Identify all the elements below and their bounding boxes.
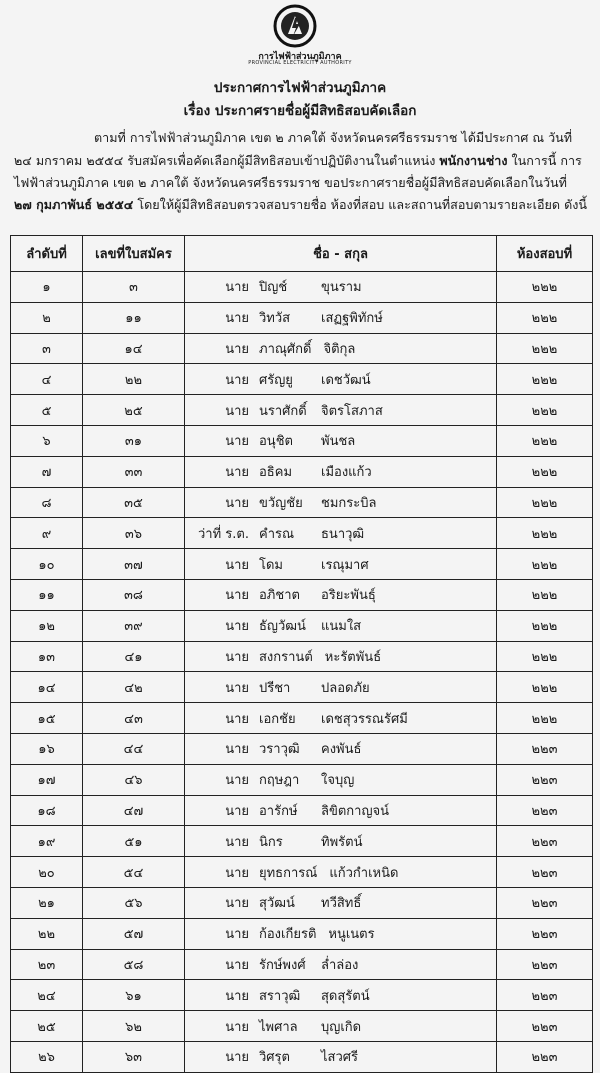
first-name: วิทวัส: [259, 311, 291, 327]
table-row: [11, 918, 593, 949]
row-exam-room: ๒๒๒: [497, 425, 593, 456]
row-application-number: ๔๑: [83, 641, 185, 672]
table-row: [11, 641, 593, 672]
last-name: เดชสุวรรณรัศมี: [321, 711, 408, 727]
last-name: ล่ำล่อง: [321, 957, 359, 973]
row-order: ๑๕: [11, 703, 83, 734]
row-order: ๒๒: [11, 918, 83, 949]
row-exam-room: ๒๒๒: [497, 333, 593, 364]
name-prefix: นาย: [225, 834, 249, 850]
row-full-name: [185, 672, 497, 703]
last-name: เรณุมาศ: [321, 557, 369, 573]
row-application-number: ๕๔: [83, 857, 185, 888]
row-full-name: [185, 579, 497, 610]
row-full-name: [185, 425, 497, 456]
name-prefix: นาย: [225, 680, 249, 696]
row-full-name: [185, 918, 497, 949]
last-name: ปลอดภัย: [321, 680, 370, 696]
name-prefix: นาย: [225, 1050, 249, 1066]
row-application-number: ๖๓: [83, 1041, 185, 1072]
header-application-number: เลขที่ใบสมัคร: [83, 236, 185, 272]
row-full-name: [185, 703, 497, 734]
last-name: บุญเกิด: [321, 1019, 362, 1035]
table-row: [11, 672, 593, 703]
row-full-name: [185, 980, 497, 1011]
row-full-name: [185, 733, 497, 764]
row-exam-room: ๒๒๓: [497, 1041, 593, 1072]
body-line-2-tail: ในการนี้ การ: [507, 153, 582, 168]
body-line-3: ไฟฟ้าส่วนภูมิภาค เขต ๒ ภาคใต้ จังหวัดนครศรีธรรมราช ขอประกาศรายชื่อผู้มีสิทธิสอบคัดเลือกในวันที่: [14, 175, 567, 190]
row-exam-room: ๒๒๓: [497, 795, 593, 826]
row-exam-room: ๒๒๓: [497, 918, 593, 949]
name-prefix: นาย: [225, 465, 249, 481]
row-application-number: ๔๒: [83, 672, 185, 703]
row-full-name: [185, 1041, 497, 1072]
table-row: [11, 980, 593, 1011]
last-name: แนมใส: [321, 619, 362, 635]
first-name: โดม: [259, 557, 283, 573]
header-exam-room: ห้องสอบที่: [497, 236, 593, 272]
first-name: อนุชิต: [259, 434, 293, 450]
row-order: ๑๘: [11, 795, 83, 826]
table-row: [11, 826, 593, 857]
row-exam-room: ๒๒๒: [497, 456, 593, 487]
table-row: [11, 795, 593, 826]
row-order: ๑: [11, 272, 83, 303]
last-name: ลิขิตกาญจน์: [321, 803, 390, 819]
table-row: [11, 364, 593, 395]
row-order: ๖: [11, 425, 83, 456]
row-application-number: ๓๙: [83, 610, 185, 641]
row-full-name: [185, 395, 497, 426]
row-exam-room: ๒๒๒: [497, 302, 593, 333]
table-row: [11, 610, 593, 641]
name-prefix: นาย: [225, 865, 249, 881]
row-order: ๑๐: [11, 549, 83, 580]
name-prefix: นาย: [225, 557, 249, 573]
first-name: สุวัฒน์: [259, 896, 295, 912]
first-name: ก้องเกียรติ: [259, 927, 317, 943]
row-full-name: [185, 364, 497, 395]
row-full-name: [185, 795, 497, 826]
first-name: สงกรานต์: [259, 649, 313, 665]
row-application-number: ๕๑: [83, 826, 185, 857]
announcement-subject: เรื่อง ประกาศรายชื่อผู้มีสิทธิสอบคัดเลือก: [183, 103, 417, 119]
first-name: ธัญวัฒน์: [259, 619, 306, 635]
row-order: ๒: [11, 302, 83, 333]
name-prefix: นาย: [225, 403, 249, 419]
row-exam-room: ๒๒๒: [497, 549, 593, 580]
last-name: พันชล: [321, 434, 356, 450]
row-exam-room: ๒๒๒: [497, 641, 593, 672]
first-name: อธิคม: [259, 465, 293, 481]
row-order: ๒๔: [11, 980, 83, 1011]
first-name: คำรณ: [259, 526, 295, 542]
table-row: [11, 518, 593, 549]
row-application-number: ๓๖: [83, 518, 185, 549]
row-full-name: [185, 302, 497, 333]
table-row: [11, 764, 593, 795]
name-prefix: นาย: [225, 988, 249, 1004]
name-prefix: นาย: [225, 711, 249, 727]
table-row: [11, 949, 593, 980]
row-full-name: [185, 641, 497, 672]
row-application-number: ๔๔: [83, 733, 185, 764]
table-header-row: [11, 236, 593, 272]
row-order: ๑๑: [11, 579, 83, 610]
table-row: [11, 272, 593, 303]
row-order: ๑๖: [11, 733, 83, 764]
row-exam-room: ๒๒๓: [497, 733, 593, 764]
row-full-name: [185, 1011, 497, 1042]
exam-date: ๒๗ กุมภาพันธ์ ๒๕๕๔: [14, 197, 134, 212]
row-application-number: ๖๒: [83, 1011, 185, 1042]
name-prefix: นาย: [225, 927, 249, 943]
org-name-thai: การไฟฟ้าส่วนภูมิภาค: [258, 52, 342, 62]
row-full-name: [185, 610, 497, 641]
row-exam-room: ๒๒๒: [497, 487, 593, 518]
first-name: สราวุฒิ: [259, 988, 301, 1004]
first-name: นราศักดิ์: [259, 403, 307, 419]
row-order: ๗: [11, 456, 83, 487]
last-name: ขุนราม: [321, 280, 362, 296]
table-row: [11, 703, 593, 734]
row-full-name: [185, 456, 497, 487]
row-full-name: [185, 826, 497, 857]
row-order: ๘: [11, 487, 83, 518]
row-exam-room: ๒๒๒: [497, 364, 593, 395]
table-row: [11, 1041, 593, 1072]
row-exam-room: ๒๒๒: [497, 395, 593, 426]
table-row: [11, 333, 593, 364]
name-prefix: นาย: [225, 434, 249, 450]
last-name: จิตรโสภาส: [321, 403, 383, 419]
row-exam-room: ๒๒๒: [497, 610, 593, 641]
row-order: ๑๔: [11, 672, 83, 703]
org-name-english: PROVINCIAL ELECTRICITY AUTHORITY: [248, 60, 352, 66]
last-name: เมืองแก้ว: [321, 465, 372, 481]
row-application-number: ๒๕: [83, 395, 185, 426]
row-application-number: ๕๘: [83, 949, 185, 980]
row-order: ๔: [11, 364, 83, 395]
row-full-name: [185, 333, 497, 364]
row-application-number: ๔๖: [83, 764, 185, 795]
last-name: สุดสุรัตน์: [321, 988, 370, 1004]
row-order: ๓: [11, 333, 83, 364]
header-order: ลำดับที่: [11, 236, 83, 272]
first-name: ศรัญยู: [259, 372, 293, 388]
header-full-name: ชื่อ - สกุล: [185, 236, 497, 272]
row-order: ๒๕: [11, 1011, 83, 1042]
first-name: วิศรุต: [259, 1050, 290, 1066]
name-prefix: นาย: [225, 803, 249, 819]
announcement-title: ประกาศการไฟฟ้าส่วนภูมิภาค: [213, 80, 387, 96]
row-full-name: [185, 857, 497, 888]
first-name: อารักษ์: [259, 803, 298, 819]
row-order: ๒๑: [11, 887, 83, 918]
row-order: ๑๓: [11, 641, 83, 672]
table-row: [11, 456, 593, 487]
row-application-number: ๕๖: [83, 887, 185, 918]
last-name: ธนาวุฒิ: [321, 526, 365, 542]
pea-emblem-icon: [270, 4, 320, 48]
last-name: ทวีสิทธิ์: [321, 896, 362, 912]
row-order: ๒๓: [11, 949, 83, 980]
last-name: เดชวัฒน์: [321, 372, 371, 388]
row-exam-room: ๒๒๒: [497, 672, 593, 703]
row-exam-room: ๒๒๓: [497, 1011, 593, 1042]
row-full-name: [185, 764, 497, 795]
body-line-2-text: ๒๔ มกราคม ๒๕๕๔ รับสมัครเพื่อคัดเลือกผู้มีสิทธิสอบเข้าปฏิบัติงานในตำแหน่ง: [14, 153, 440, 168]
name-prefix: นาย: [225, 773, 249, 789]
row-exam-room: ๒๒๓: [497, 887, 593, 918]
last-name: แก้วกำเหนิด: [329, 865, 399, 881]
table-row: [11, 1011, 593, 1042]
row-order: ๙: [11, 518, 83, 549]
name-prefix: นาย: [225, 341, 249, 357]
first-name: ภาณุศักดิ์: [259, 341, 312, 357]
body-line-1: ตามที่ การไฟฟ้าส่วนภูมิภาค เขต ๒ ภาคใต้ จังหวัดนครศรีธรรมราช ได้มีประกาศ ณ วันที่: [94, 130, 573, 145]
first-name: กฤษฎา: [259, 773, 300, 789]
name-prefix: นาย: [225, 896, 249, 912]
position-name: พนักงานช่าง: [439, 153, 508, 168]
row-exam-room: ๒๒๓: [497, 826, 593, 857]
first-name: นิกร: [259, 834, 283, 850]
last-name: ทิพรัตน์: [321, 834, 363, 850]
row-application-number: ๖๑: [83, 980, 185, 1011]
row-exam-room: ๒๒๓: [497, 764, 593, 795]
last-name: หนูเนตร: [328, 927, 375, 943]
first-name: ปรีชา: [259, 680, 291, 696]
first-name: ขวัญชัย: [259, 495, 303, 511]
row-full-name: [185, 549, 497, 580]
table-row: [11, 733, 593, 764]
row-application-number: ๔๓: [83, 703, 185, 734]
name-prefix: นาย: [225, 619, 249, 635]
first-name: ไพศาล: [259, 1019, 298, 1035]
row-application-number: ๓๓: [83, 456, 185, 487]
name-prefix: นาย: [225, 1019, 249, 1035]
row-application-number: ๑๑: [83, 302, 185, 333]
row-application-number: ๓๘: [83, 579, 185, 610]
row-order: ๑๙: [11, 826, 83, 857]
row-full-name: [185, 887, 497, 918]
table-row: [11, 395, 593, 426]
name-prefix: นาย: [225, 280, 249, 296]
row-application-number: ๓๑: [83, 425, 185, 456]
row-order: ๑๗: [11, 764, 83, 795]
row-application-number: ๕๗: [83, 918, 185, 949]
first-name: ยุทธการณ์: [259, 865, 318, 881]
name-prefix: นาย: [225, 588, 249, 604]
row-application-number: ๑๔: [83, 333, 185, 364]
last-name: เสฏฐพิทักษ์: [321, 311, 383, 327]
row-order: ๑๒: [11, 610, 83, 641]
row-full-name: [185, 949, 497, 980]
row-full-name: [185, 272, 497, 303]
table-row: [11, 487, 593, 518]
row-exam-room: ๒๒๒: [497, 703, 593, 734]
last-name: ไสวศรี: [321, 1050, 359, 1066]
row-full-name: [185, 518, 497, 549]
row-exam-room: ๒๒๓: [497, 857, 593, 888]
row-application-number: ๓๕: [83, 487, 185, 518]
row-exam-room: ๒๒๒: [497, 518, 593, 549]
first-name: ปิญช์: [259, 280, 288, 296]
first-name: รักษ์พงศ์: [259, 957, 306, 973]
table-row: [11, 425, 593, 456]
body-line-4: [14, 195, 587, 215]
table-row: [11, 302, 593, 333]
name-prefix: นาย: [225, 649, 249, 665]
row-exam-room: ๒๒๓: [497, 980, 593, 1011]
row-application-number: ๔๗: [83, 795, 185, 826]
row-order: ๒๖: [11, 1041, 83, 1072]
name-prefix: นาย: [225, 742, 249, 758]
row-order: ๕: [11, 395, 83, 426]
row-exam-room: ๒๒๒: [497, 272, 593, 303]
name-prefix: นาย: [225, 311, 249, 327]
last-name: ใจบุญ: [321, 773, 355, 789]
row-application-number: ๒๒: [83, 364, 185, 395]
candidate-table: [10, 235, 593, 1073]
table-row: [11, 887, 593, 918]
name-prefix: นาย: [225, 495, 249, 511]
last-name: หะรัตพันธ์: [324, 649, 382, 665]
name-prefix: นาย: [225, 372, 249, 388]
row-application-number: ๓๗: [83, 549, 185, 580]
first-name: อภิชาต: [259, 588, 300, 604]
table-row: [11, 549, 593, 580]
body-line-4-text: โดยให้ผู้มีสิทธิสอบตรวจสอบรายชื่อ ห้องที่สอบ และสถานที่สอบตามรายละเอียด ดังนี้: [133, 197, 588, 212]
last-name: จิติกุล: [323, 341, 356, 357]
first-name: เอกชัย: [259, 711, 296, 727]
row-exam-room: ๒๒๓: [497, 949, 593, 980]
row-exam-room: ๒๒๒: [497, 579, 593, 610]
row-application-number: ๓: [83, 272, 185, 303]
table-row: [11, 579, 593, 610]
last-name: คงพันธ์: [321, 742, 362, 758]
table-row: [11, 857, 593, 888]
row-order: ๒๐: [11, 857, 83, 888]
name-prefix: ว่าที่ ร.ต.: [198, 526, 249, 542]
first-name: วราวุฒิ: [259, 742, 300, 758]
name-prefix: นาย: [225, 957, 249, 973]
row-full-name: [185, 487, 497, 518]
body-line-2: [14, 151, 582, 171]
last-name: ชมกระบิล: [321, 495, 377, 511]
last-name: อริยะพันธุ์: [321, 588, 376, 604]
